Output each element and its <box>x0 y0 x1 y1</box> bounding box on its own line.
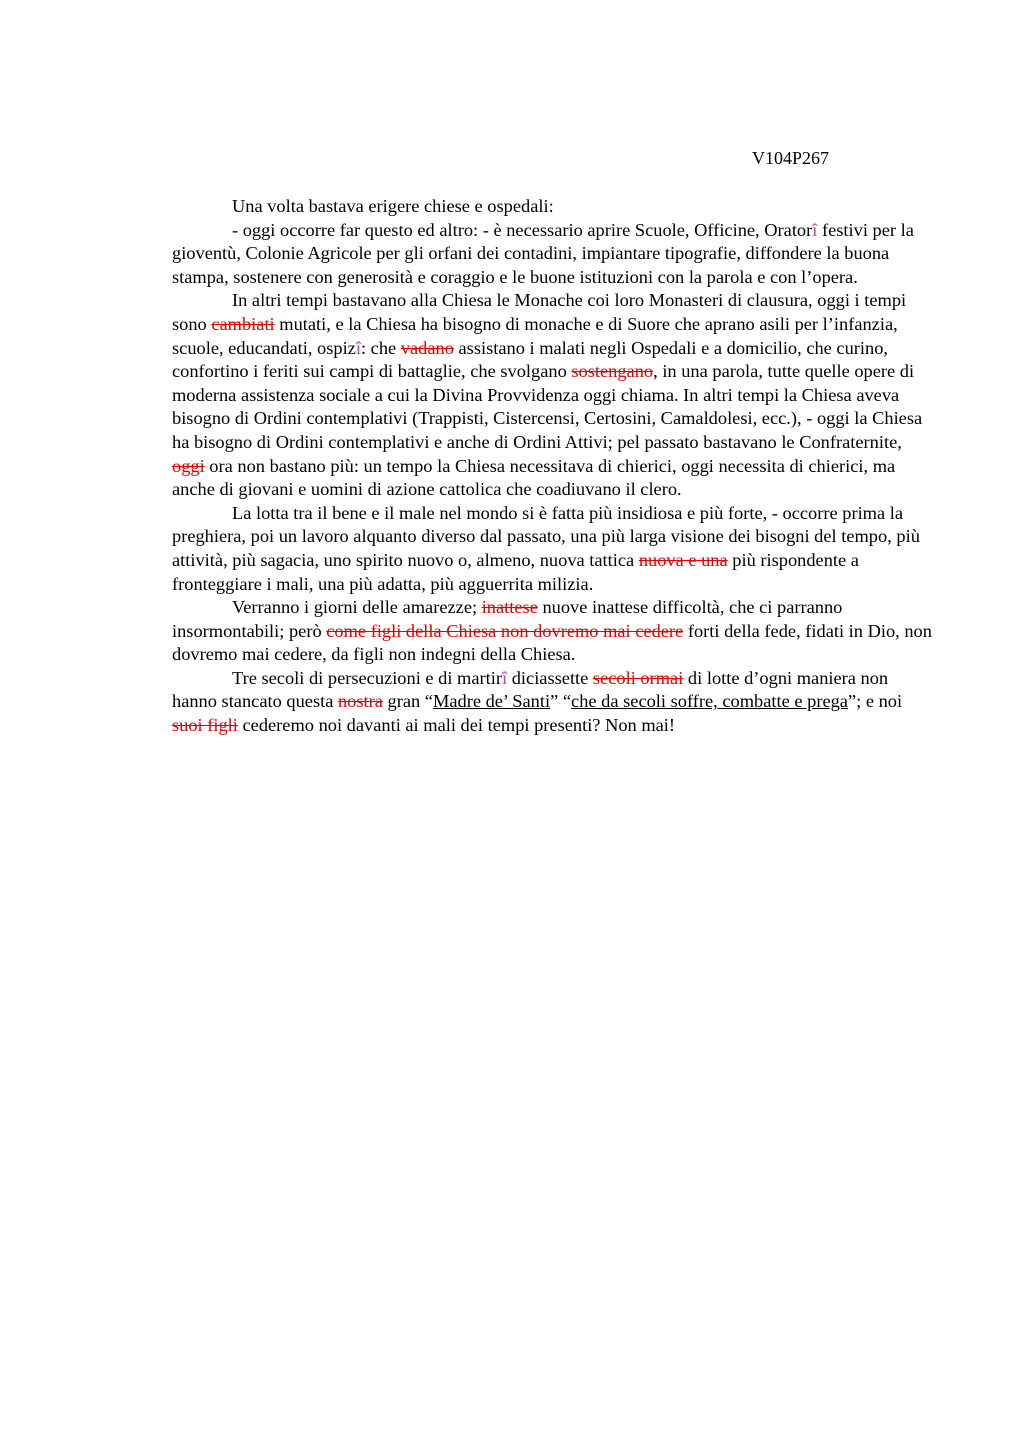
paragraph <box>172 289 932 501</box>
text-segment: assistano i malati negli Ospedali e a domicilio, che curino, confortino i feriti sui campi di battaglie, che svolgano <box>172 337 889 382</box>
text-segment: di lotte d’ogni maniera non hanno stancato questa <box>172 667 889 712</box>
paragraph <box>172 502 932 596</box>
text-segment: Tre secoli di persecuzioni e di martir <box>232 667 502 688</box>
text-segment: festivi per la gioventù, Colonie Agricole per gli orfani dei contadini, impiantare tipografie, diffondere la buona stampa, sostenere con generosità e coraggio e le buone istituzioni con la parola e con l’opera. <box>172 219 914 287</box>
page-id: V104P267 <box>752 148 830 168</box>
insertion-mark: î <box>502 667 508 688</box>
paragraph <box>172 195 932 219</box>
text-segment: In altri tempi bastavano alla Chiesa le Monache coi loro Monasteri di clausura, oggi i tempi sono <box>172 290 907 334</box>
text-segment: mutati, e la Chiesa ha bisogno di monache e di Suore che aprano asili per l’infanzia, scuole, educandati, ospiz <box>172 313 898 358</box>
text-segment: gran “ <box>382 691 433 712</box>
deleted-text: nostra <box>337 691 383 712</box>
insertion-mark: î <box>812 219 818 240</box>
underlined-text: che da secoli soffre, combatte e prega <box>571 691 848 712</box>
deleted-text: suoi figli <box>172 715 238 736</box>
text-segment: La lotta tra il bene e il male nel mondo si è fatta più insidiosa e più forte, - occorre prima la preghiera, poi un lavoro alquanto diverso dal passato, una più larga visione dei bisogni del tempo, più attività, più sagacia, uno spirito nuovo o, almeno, nuova tattica <box>172 502 920 570</box>
text-segment: Verranno i giorni delle amarezze; <box>232 597 482 618</box>
text-segment: diciassette <box>507 667 593 688</box>
paragraph <box>172 596 932 667</box>
text-segment: : che <box>360 337 401 358</box>
text-segment: Una volta bastava erigere chiese e ospedali: <box>232 196 554 216</box>
deleted-text: inattese <box>481 597 538 618</box>
document-body <box>172 195 932 738</box>
insertion-mark: î <box>355 337 361 358</box>
deleted-text: sostengano <box>571 361 654 382</box>
deleted-text: oggi <box>172 455 205 476</box>
text-segment: più rispondente a fronteggiare i mali, una più adatta, più agguerrita milizia. <box>172 549 859 594</box>
text-segment: forti della fede, fidati in Dio, non dovremo mai cedere, da figli non indegni della Chiesa. <box>172 620 932 665</box>
deleted-text: secoli ormai <box>592 667 684 688</box>
text-segment: cederemo noi davanti ai mali dei tempi presenti? Non mai! <box>237 715 676 736</box>
paragraph <box>172 219 932 290</box>
text-segment: ”; e noi <box>847 691 903 712</box>
text-segment: nuove inattese difficoltà, che ci parranno insormontabili; però <box>172 597 843 641</box>
deleted-text: nuova e una <box>638 549 728 570</box>
deleted-text: come figli della Chiesa non dovremo mai cedere <box>326 620 684 641</box>
paragraph <box>172 667 932 738</box>
text-segment: ” “ <box>550 691 572 712</box>
underlined-text: Madre de’ Santi <box>432 691 551 712</box>
text-segment: - oggi occorre far questo ed altro: - è necessario aprire Scuole, Officine, Orator <box>232 219 813 240</box>
text-segment: , in una parola, tutte quelle opere di moderna assistenza sociale a cui la Divina Provvidenza oggi chiama. In altri tempi la Chiesa aveva bisogno di Ordini contemplativi (Trappisti, Cistercensi, Certosini, Camaldolesi, ecc.), - oggi la Chiesa ha bisogno di Ordini contemplativi e anche di Ordini Attivi; pel passato bastavano le Confraternite, <box>172 361 923 452</box>
deleted-text: vadano <box>400 337 454 358</box>
deleted-text: cambiati <box>211 313 275 334</box>
text-segment: ora non bastano più: un tempo la Chiesa necessitava di chierici, oggi necessita di chierici, ma anche di giovani e uomini di azione cattolica che coadiuvano il clero. <box>172 455 896 500</box>
